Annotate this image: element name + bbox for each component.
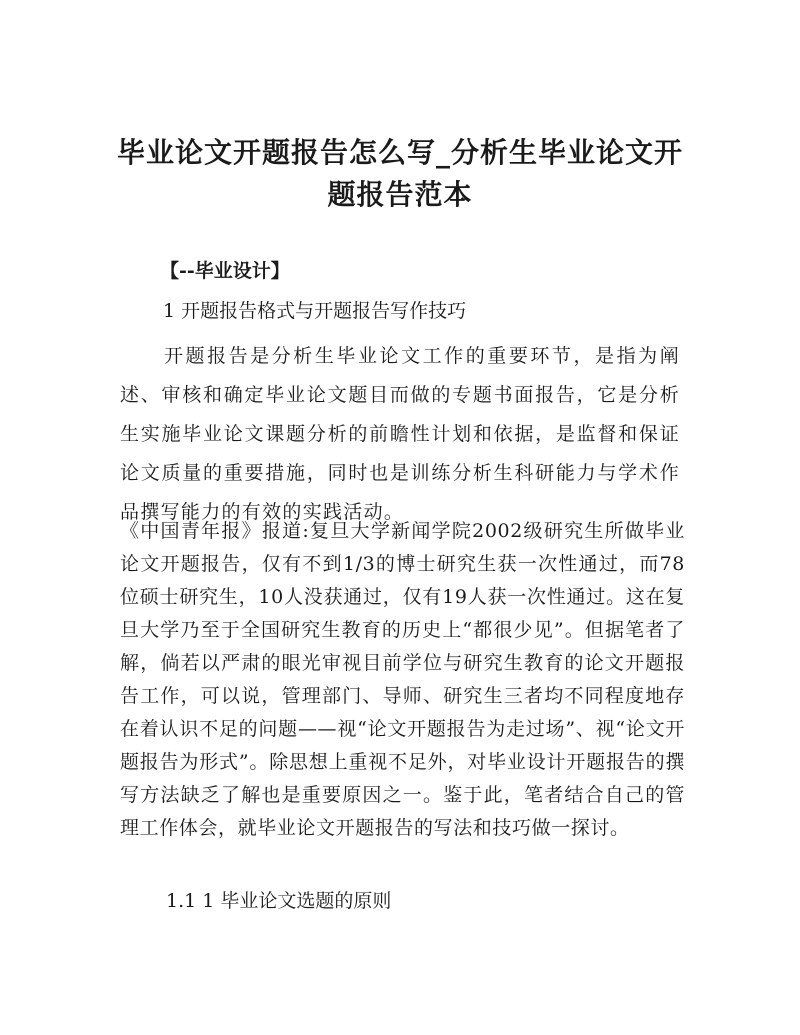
news-paragraph: 《中国青年报》报道:复旦大学新闻学院2002级研究生所做毕业论文开题报告，仅有不到1/3的博士研究生获一次性通过，而78位硕士研究生，10人没获通过，仅有19人获一次性通过。这在复旦大学乃至于全国研究生教育的历史上“都很少见”。但据笔者了解，倘若以严肃的眼光审视目前学位与研究生教育的论文开题报告工作，可以说，管理部门、导师、研究生三者均不同程度地存在着认识不足的问题——视“论文开题报告为走过场”、视“论文开题报告为形式”。除思想上重视不足外，对毕业设计开题报告的撰写方法缺乏了解也是重要原因之一。鉴于此，笔者结合自己的管理工作体会，就毕业论文开题报告的写法和技巧做一探讨。	[120, 520, 685, 839]
category-tag	[160, 258, 290, 284]
tag-open-bracket: 【	[160, 260, 180, 282]
subsection-heading: 1.1 1 毕业论文选题的原则	[166, 890, 392, 912]
tag-close-bracket: 】	[270, 260, 290, 282]
section-heading: 1 开题报告格式与开题报告写作技巧	[163, 300, 467, 322]
tag-text: --毕业设计	[179, 260, 271, 282]
intro-paragraph: 开题报告是分析生毕业论文工作的重要环节，是指为阐述、审核和确定毕业论文题目而做的专题书面报告，它是分析生实施毕业论文课题分析的前瞻性计划和依据，是监督和保证论文质量的重要措施，同时也是训练分析生科研能力与学术作品撰写能力的有效的实践活动。	[120, 345, 680, 523]
document-title: 毕业论文开题报告怎么写_分析生毕业论文开题报告范本	[116, 136, 683, 211]
